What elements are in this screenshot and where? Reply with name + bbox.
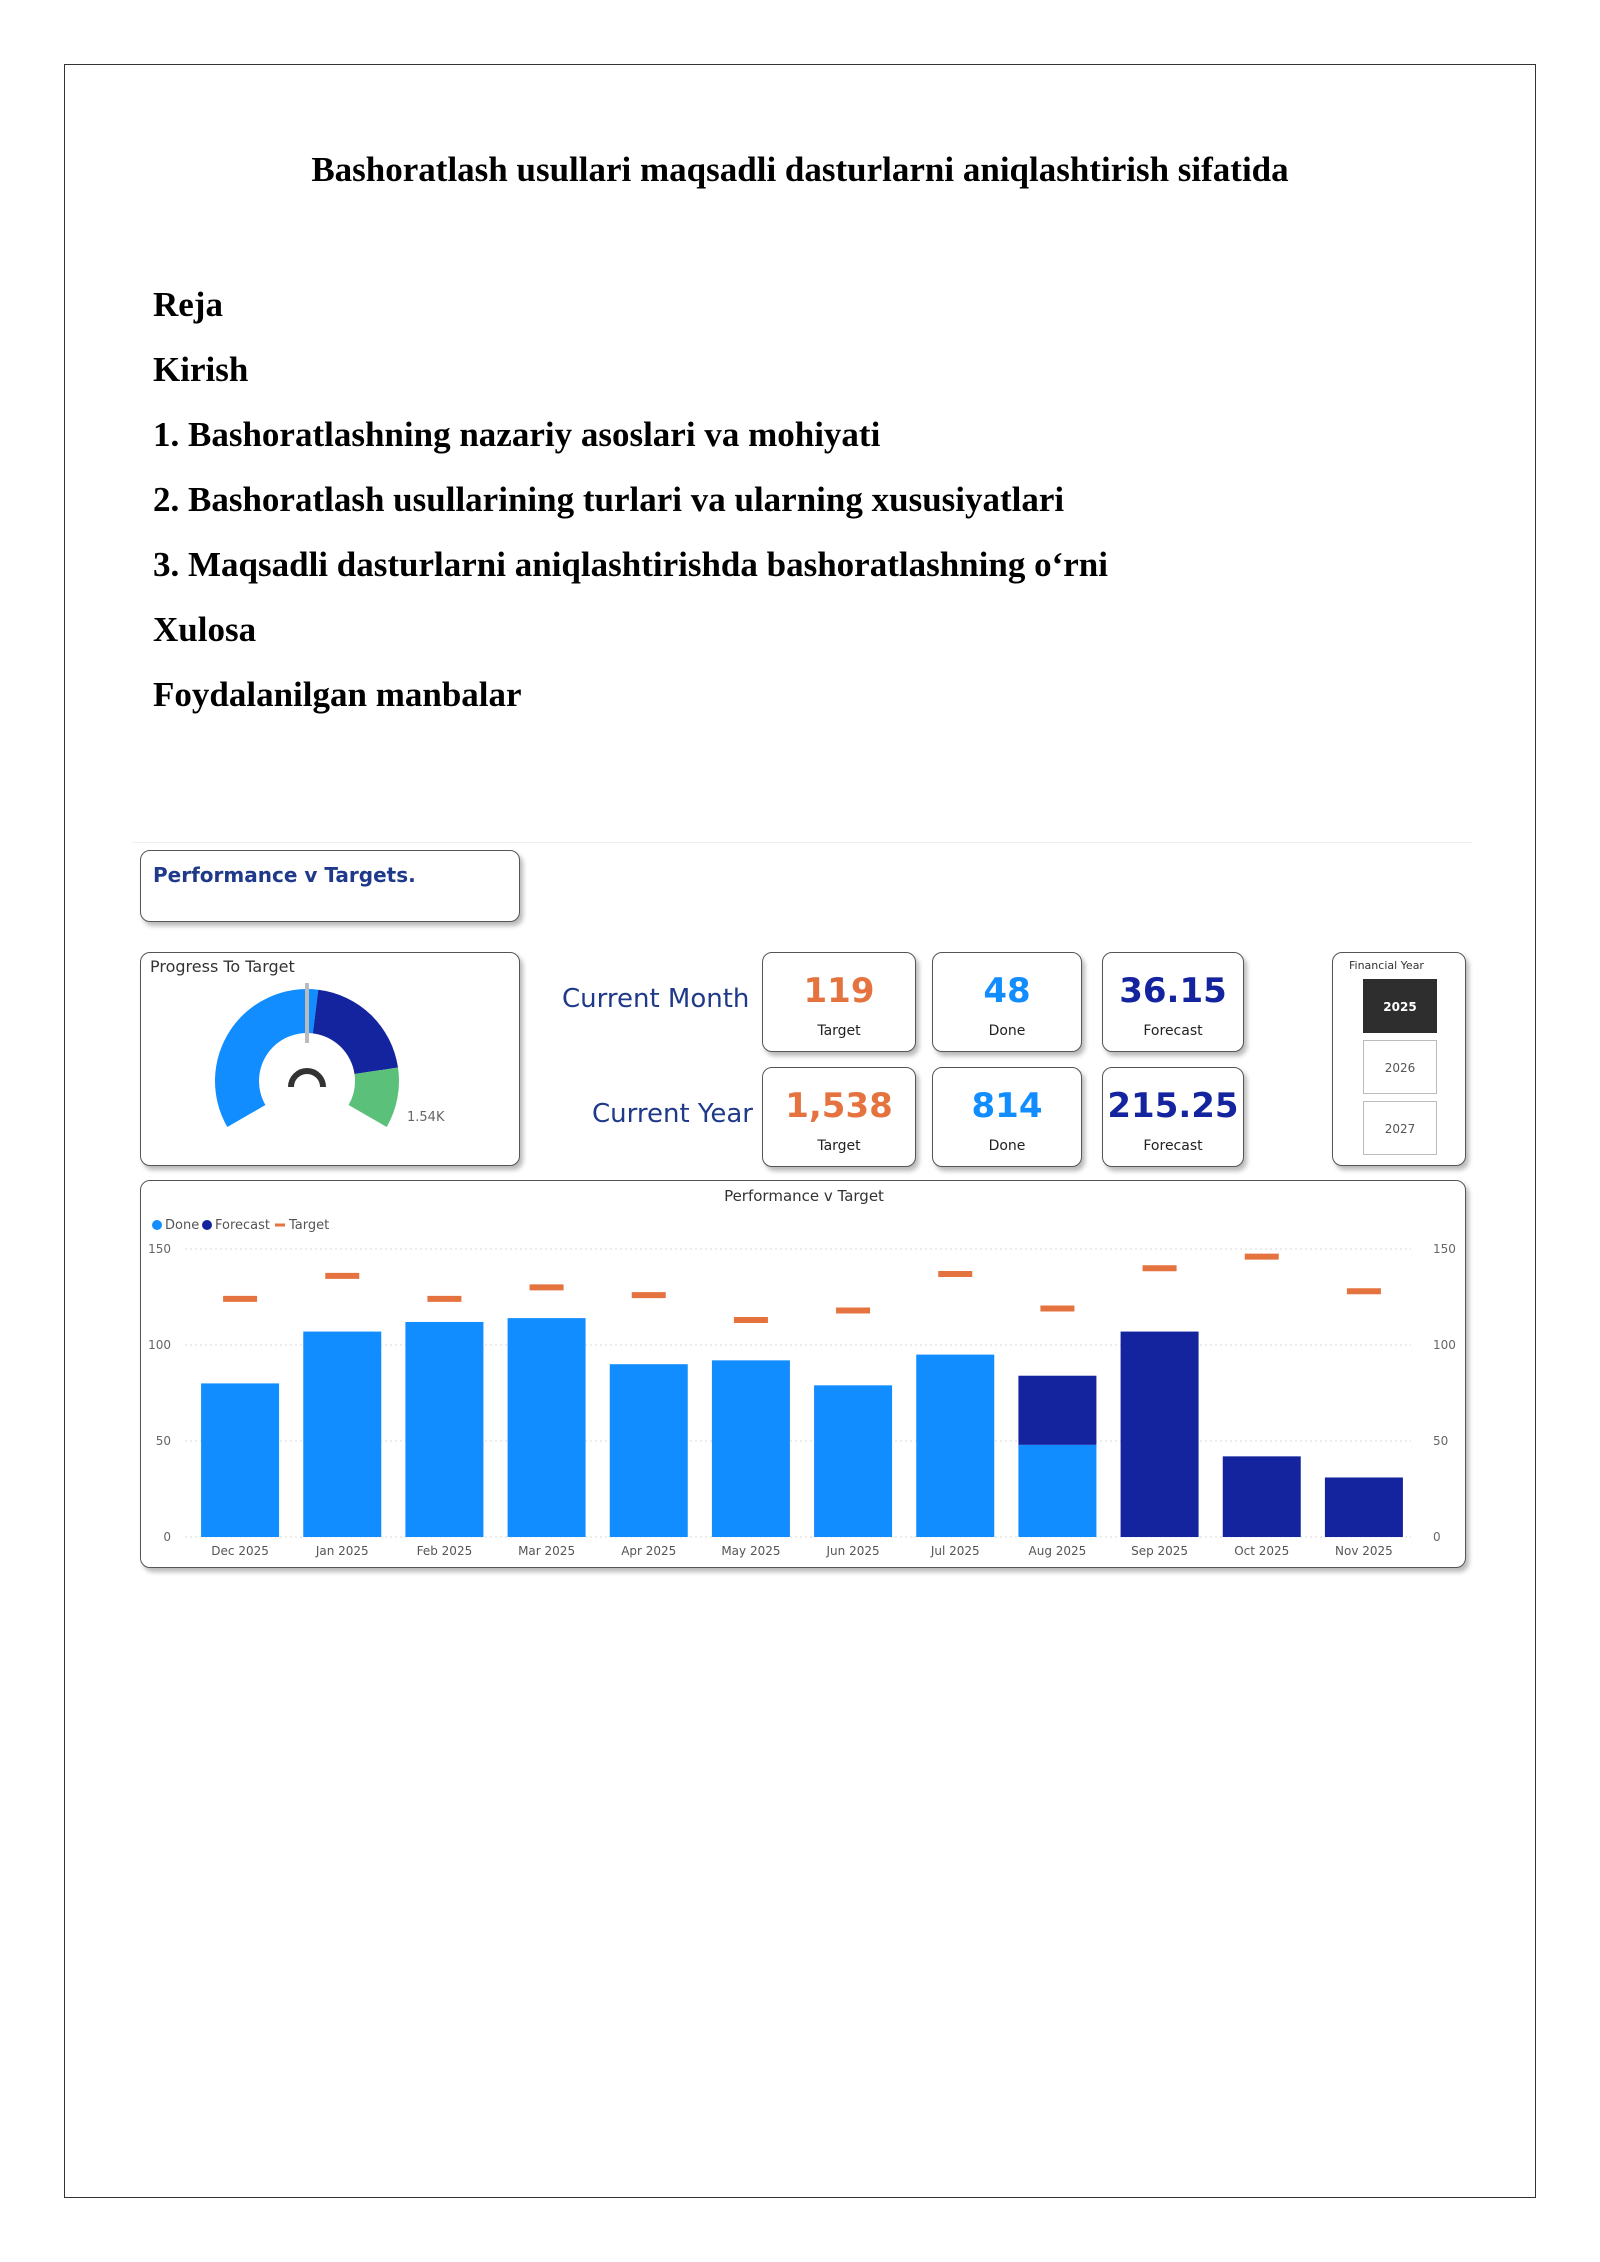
kpi-month-target [762,952,916,1052]
y-tick-right: 150 [1433,1242,1456,1256]
kpi-value: 48 [983,971,1031,1011]
x-tick-label: Jun 2025 [826,1544,880,1558]
legend-forecast-marker [202,1220,212,1230]
progress-gauge-card [140,952,520,1166]
kpi-year-forecast [1102,1067,1244,1167]
y-tick-left: 50 [155,1434,171,1448]
x-tick-label: Aug 2025 [1028,1544,1087,1558]
kpi-caption: Done [988,1138,1026,1154]
kpi-year-done [932,1067,1082,1167]
gauge-done-arc [215,989,318,1127]
gauge-max-label: 1.54K [407,1110,445,1125]
progress-gauge [141,953,521,1167]
year-option-2027[interactable]: 2027 [1363,1101,1437,1155]
x-tick-label: Sep 2025 [1131,1544,1189,1558]
y-tick-left: 100 [148,1338,171,1352]
gauge-label: Progress To Target [150,957,295,976]
bar-done [201,1383,279,1537]
kpi-value: 36.15 [1119,971,1227,1011]
kpi-month-forecast [1102,952,1244,1052]
dashboard-title-card [140,850,520,922]
bar-done [712,1360,790,1537]
bar-done [916,1355,994,1537]
kpi-value: 119 [803,971,875,1011]
bar-done [405,1322,483,1537]
legend-done-marker [152,1220,162,1230]
bar-forecast [1121,1332,1199,1537]
gauge-remaining-arc [349,1068,399,1127]
current-year-label: Current Year [592,1099,753,1129]
toc-item-reja: Reja [153,285,223,324]
bar-done [814,1385,892,1537]
kpi-year-target [762,1067,916,1167]
kpi-caption: Target [817,1023,861,1039]
kpi-value: 1,538 [785,1086,893,1126]
document-title: Bashoratlash usullari maqsadli dasturlarni aniqlashtirish sifatida [311,150,1289,189]
x-tick-label: Apr 2025 [621,1544,677,1558]
x-tick-label: Jan 2025 [315,1544,369,1558]
gauge-hub-icon [291,1071,323,1087]
dashboard-title: Performance v Targets. [153,863,416,887]
bar-forecast [1223,1456,1301,1537]
toc-item-section-3: 3. Maqsadli dasturlarni aniqlashtirishda bashoratlashning o‘rni [153,545,1108,584]
kpi-value: 215.25 [1107,1086,1239,1126]
kpi-value: 814 [971,1086,1043,1126]
toc-item-kirish: Kirish [153,350,249,389]
bar-done [610,1364,688,1537]
dashboard-divider [132,842,1472,843]
kpi-caption: Target [817,1138,861,1154]
bar-done [508,1318,586,1537]
kpi-caption: Done [988,1023,1026,1039]
table-of-contents [153,280,1108,735]
performance-chart [141,1181,1467,1569]
toc-item-section-2: 2. Bashoratlash usullarining turlari va ularning xususiyatlari [153,480,1065,519]
kpi-month-done [932,952,1082,1052]
kpi-caption: Forecast [1143,1138,1203,1154]
bar-done [303,1332,381,1537]
gauge-forecast-arc [313,990,398,1074]
kpi-caption: Forecast [1143,1023,1203,1039]
toc-item-xulosa: Xulosa [153,610,257,649]
y-tick-right: 50 [1433,1434,1449,1448]
year-option-2026[interactable]: 2026 [1363,1040,1437,1094]
y-tick-right: 100 [1433,1338,1456,1352]
year-option-2025[interactable]: 2025 [1363,979,1437,1033]
legend-forecast-label: Forecast [215,1218,271,1233]
x-tick-label: Feb 2025 [416,1544,473,1558]
x-tick-label: Nov 2025 [1335,1544,1393,1558]
x-tick-label: Oct 2025 [1234,1544,1290,1558]
toc-item-section-1: 1. Bashoratlashning nazariy asoslari va mohiyati [153,415,881,454]
performance-chart-card [140,1180,1466,1568]
current-month-label: Current Month [562,984,750,1014]
y-tick-left: 150 [148,1242,171,1256]
x-tick-label: Dec 2025 [211,1544,269,1558]
legend-done-label: Done [165,1218,200,1233]
legend-target-label: Target [289,1218,330,1233]
financial-year-label: Financial Year [1349,959,1424,972]
x-tick-label: Jul 2025 [930,1544,980,1558]
y-tick-right: 0 [1433,1530,1441,1544]
toc-item-sources: Foydalanilgan manbalar [153,675,522,714]
chart-title: Performance v Target [724,1187,884,1205]
x-tick-label: Mar 2025 [518,1544,576,1558]
x-tick-label: May 2025 [721,1544,781,1558]
bar-forecast [1018,1376,1096,1445]
bar-done [1018,1445,1096,1537]
financial-year-slicer [1332,952,1466,1166]
bar-forecast [1325,1477,1403,1537]
dashboard-image [132,842,1472,1582]
y-tick-left: 0 [163,1530,171,1544]
